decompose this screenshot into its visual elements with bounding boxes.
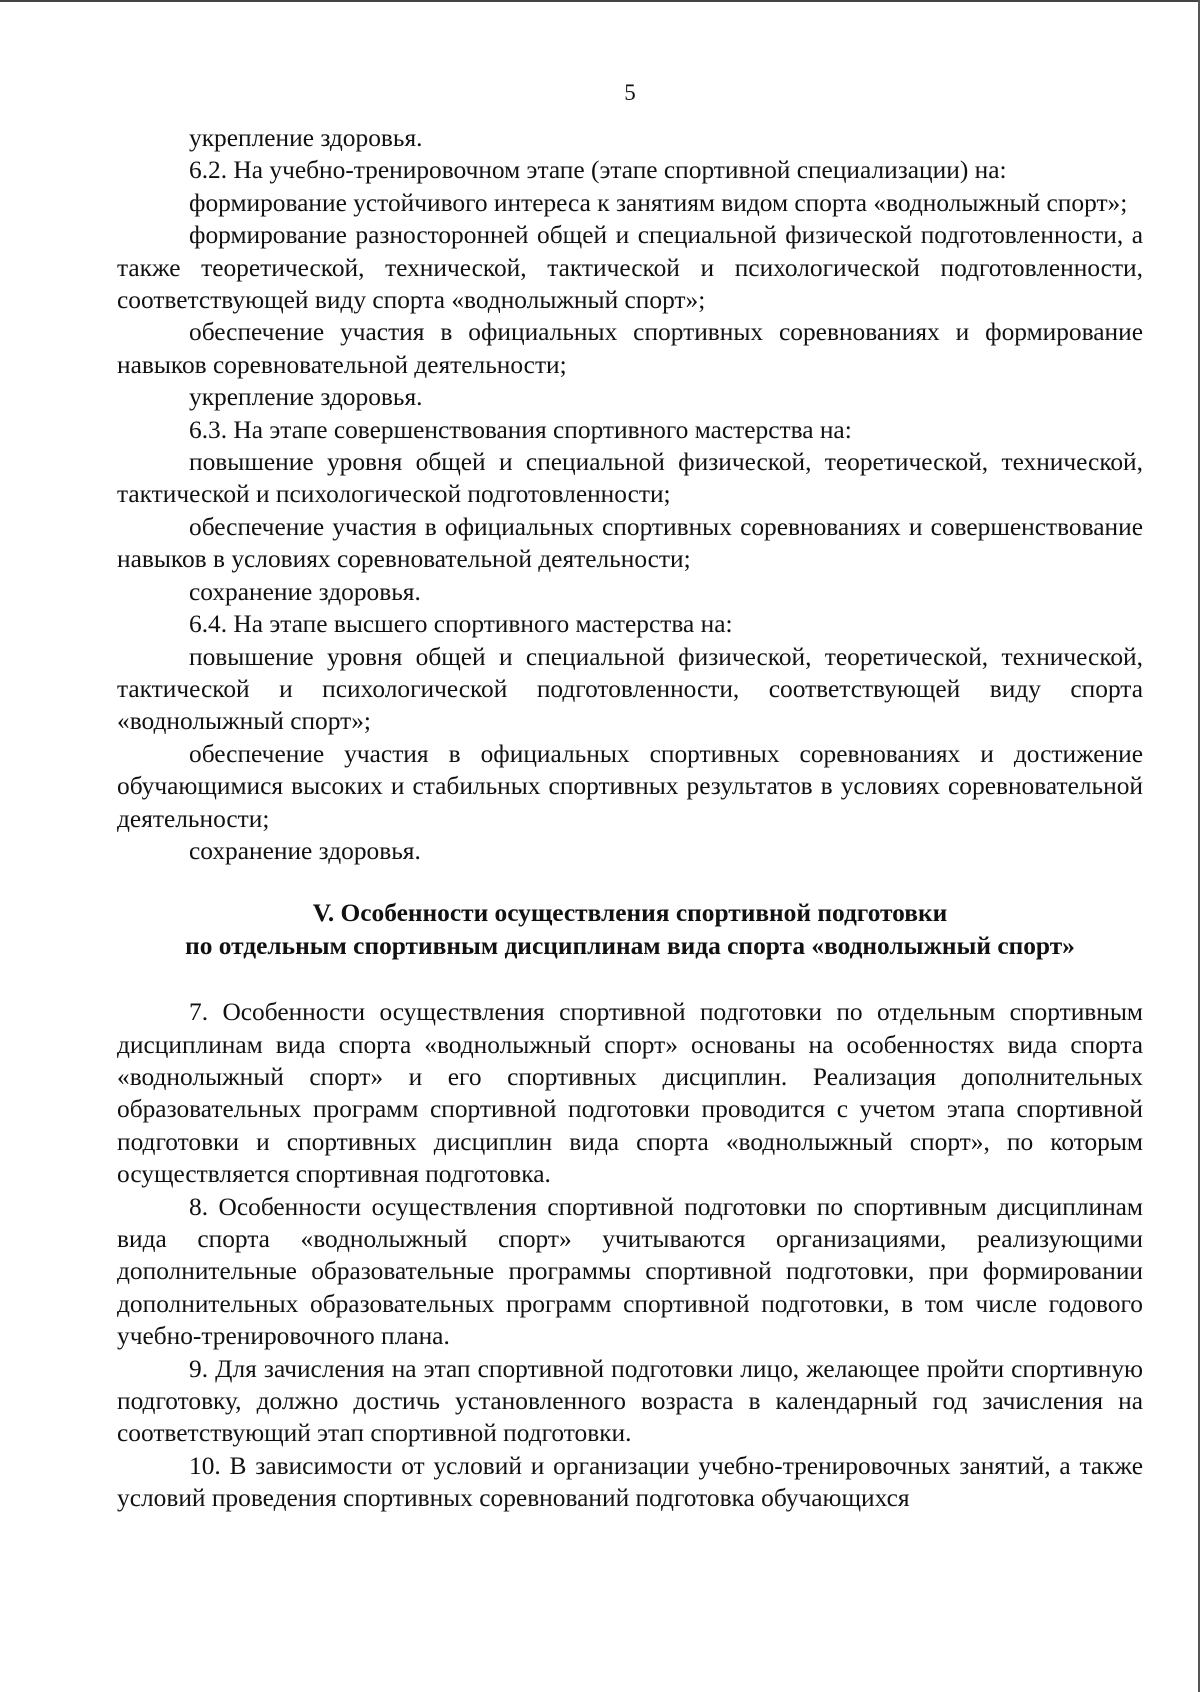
paragraph: обеспечение участия в официальных спортивных соревнованиях и достижение обучающимися высоких и стабильных спортивных результатов в условиях соревновательной деятельности; [117,739,1143,833]
page-number: 5 [624,80,636,105]
paragraph: 7. Особенности осуществления спортивной подготовки по отдельным спортивным дисциплинам вида спорта «воднолыжный спорт» основаны на особенностях вида спорта «воднолыжный спорт» и его спортивных дисциплин. Реализация дополнительных образовательных программ спортивной подготовки проводится с учетом этапа спортивной подготовки и спортивных дисциплин вида спорта «воднолыжный спорт», по которым осуществляется спортивная подготовка. [117,998,1143,1189]
section-heading-line-2: по отдельным спортивным дисциплинам вида спорта «воднолыжный спорт» [185,931,1075,960]
section-heading-line-1: V. Особенности осуществления спортивной подготовки [312,899,948,928]
paragraph: 6.3. На этапе совершенствования спортивного мастерства на: [189,415,852,444]
scan-edge-top [0,0,1200,2]
paragraphs-before-heading [117,122,1143,867]
paragraph: формирование устойчивого интереса к занятиям видом спорта «воднолыжный спорт»; [189,188,1128,217]
paragraph: сохранение здоровья. [189,836,421,865]
paragraph: повышение уровня общей и специальной физической, теоретической, технической, тактической и психологической подготовленности, соответствующей виду спорта «воднолыжный спорт»; [117,642,1143,736]
paragraph: обеспечение участия в официальных спортивных соревнованиях и формирование навыков соревновательной деятельности; [117,318,1143,379]
paragraph: сохранение здоровья. [189,577,421,606]
paragraph: 9. Для зачисления на этап спортивной подготовки лицо, желающее пройти спортивную подготовку, должно достичь установленного возраста в календарный год зачисления на соответствующий этап спортивной подготовки. [117,1354,1143,1448]
paragraphs-after-heading [117,996,1143,1515]
paragraph: 8. Особенности осуществления спортивной подготовки по спортивным дисциплинам вида спорта «воднолыжный спорт» учитываются организациями, реализующими дополнительные образовательные программы спортивной подготовки, при формировании дополнительных образовательных программ спортивной подготовки, в том числе годового учебно-тренировочного плана. [117,1192,1143,1351]
paragraph: укрепление здоровья. [189,383,423,412]
paragraph: обеспечение участия в официальных спортивных соревнованиях и совершенствование навыков в условиях соревновательной деятельности; [117,512,1143,574]
section-heading [117,897,1143,962]
paragraph: формирование разносторонней общей и специальной физической подготовленности, а также теоретической, технической, тактической и психологической подготовленности, соответствующей виду спорта «воднолыжный спорт»; [117,221,1143,315]
paragraph: 6.2. На учебно-тренировочном этапе (этапе спортивной специализации) на: [189,156,1007,185]
document-body [117,122,1143,1515]
paragraph: повышение уровня общей и специальной физической, теоретической, технической, тактической и психологической подготовленности; [117,448,1143,509]
paragraph: укрепление здоровья. [189,124,423,152]
paragraph: 10. В зависимости от условий и организации учебно-тренировочных занятий, а также условий проведения спортивных соревнований подготовка обучающихся [117,1451,1143,1513]
paragraph: 6.4. На этапе высшего спортивного мастерства на: [189,610,733,639]
